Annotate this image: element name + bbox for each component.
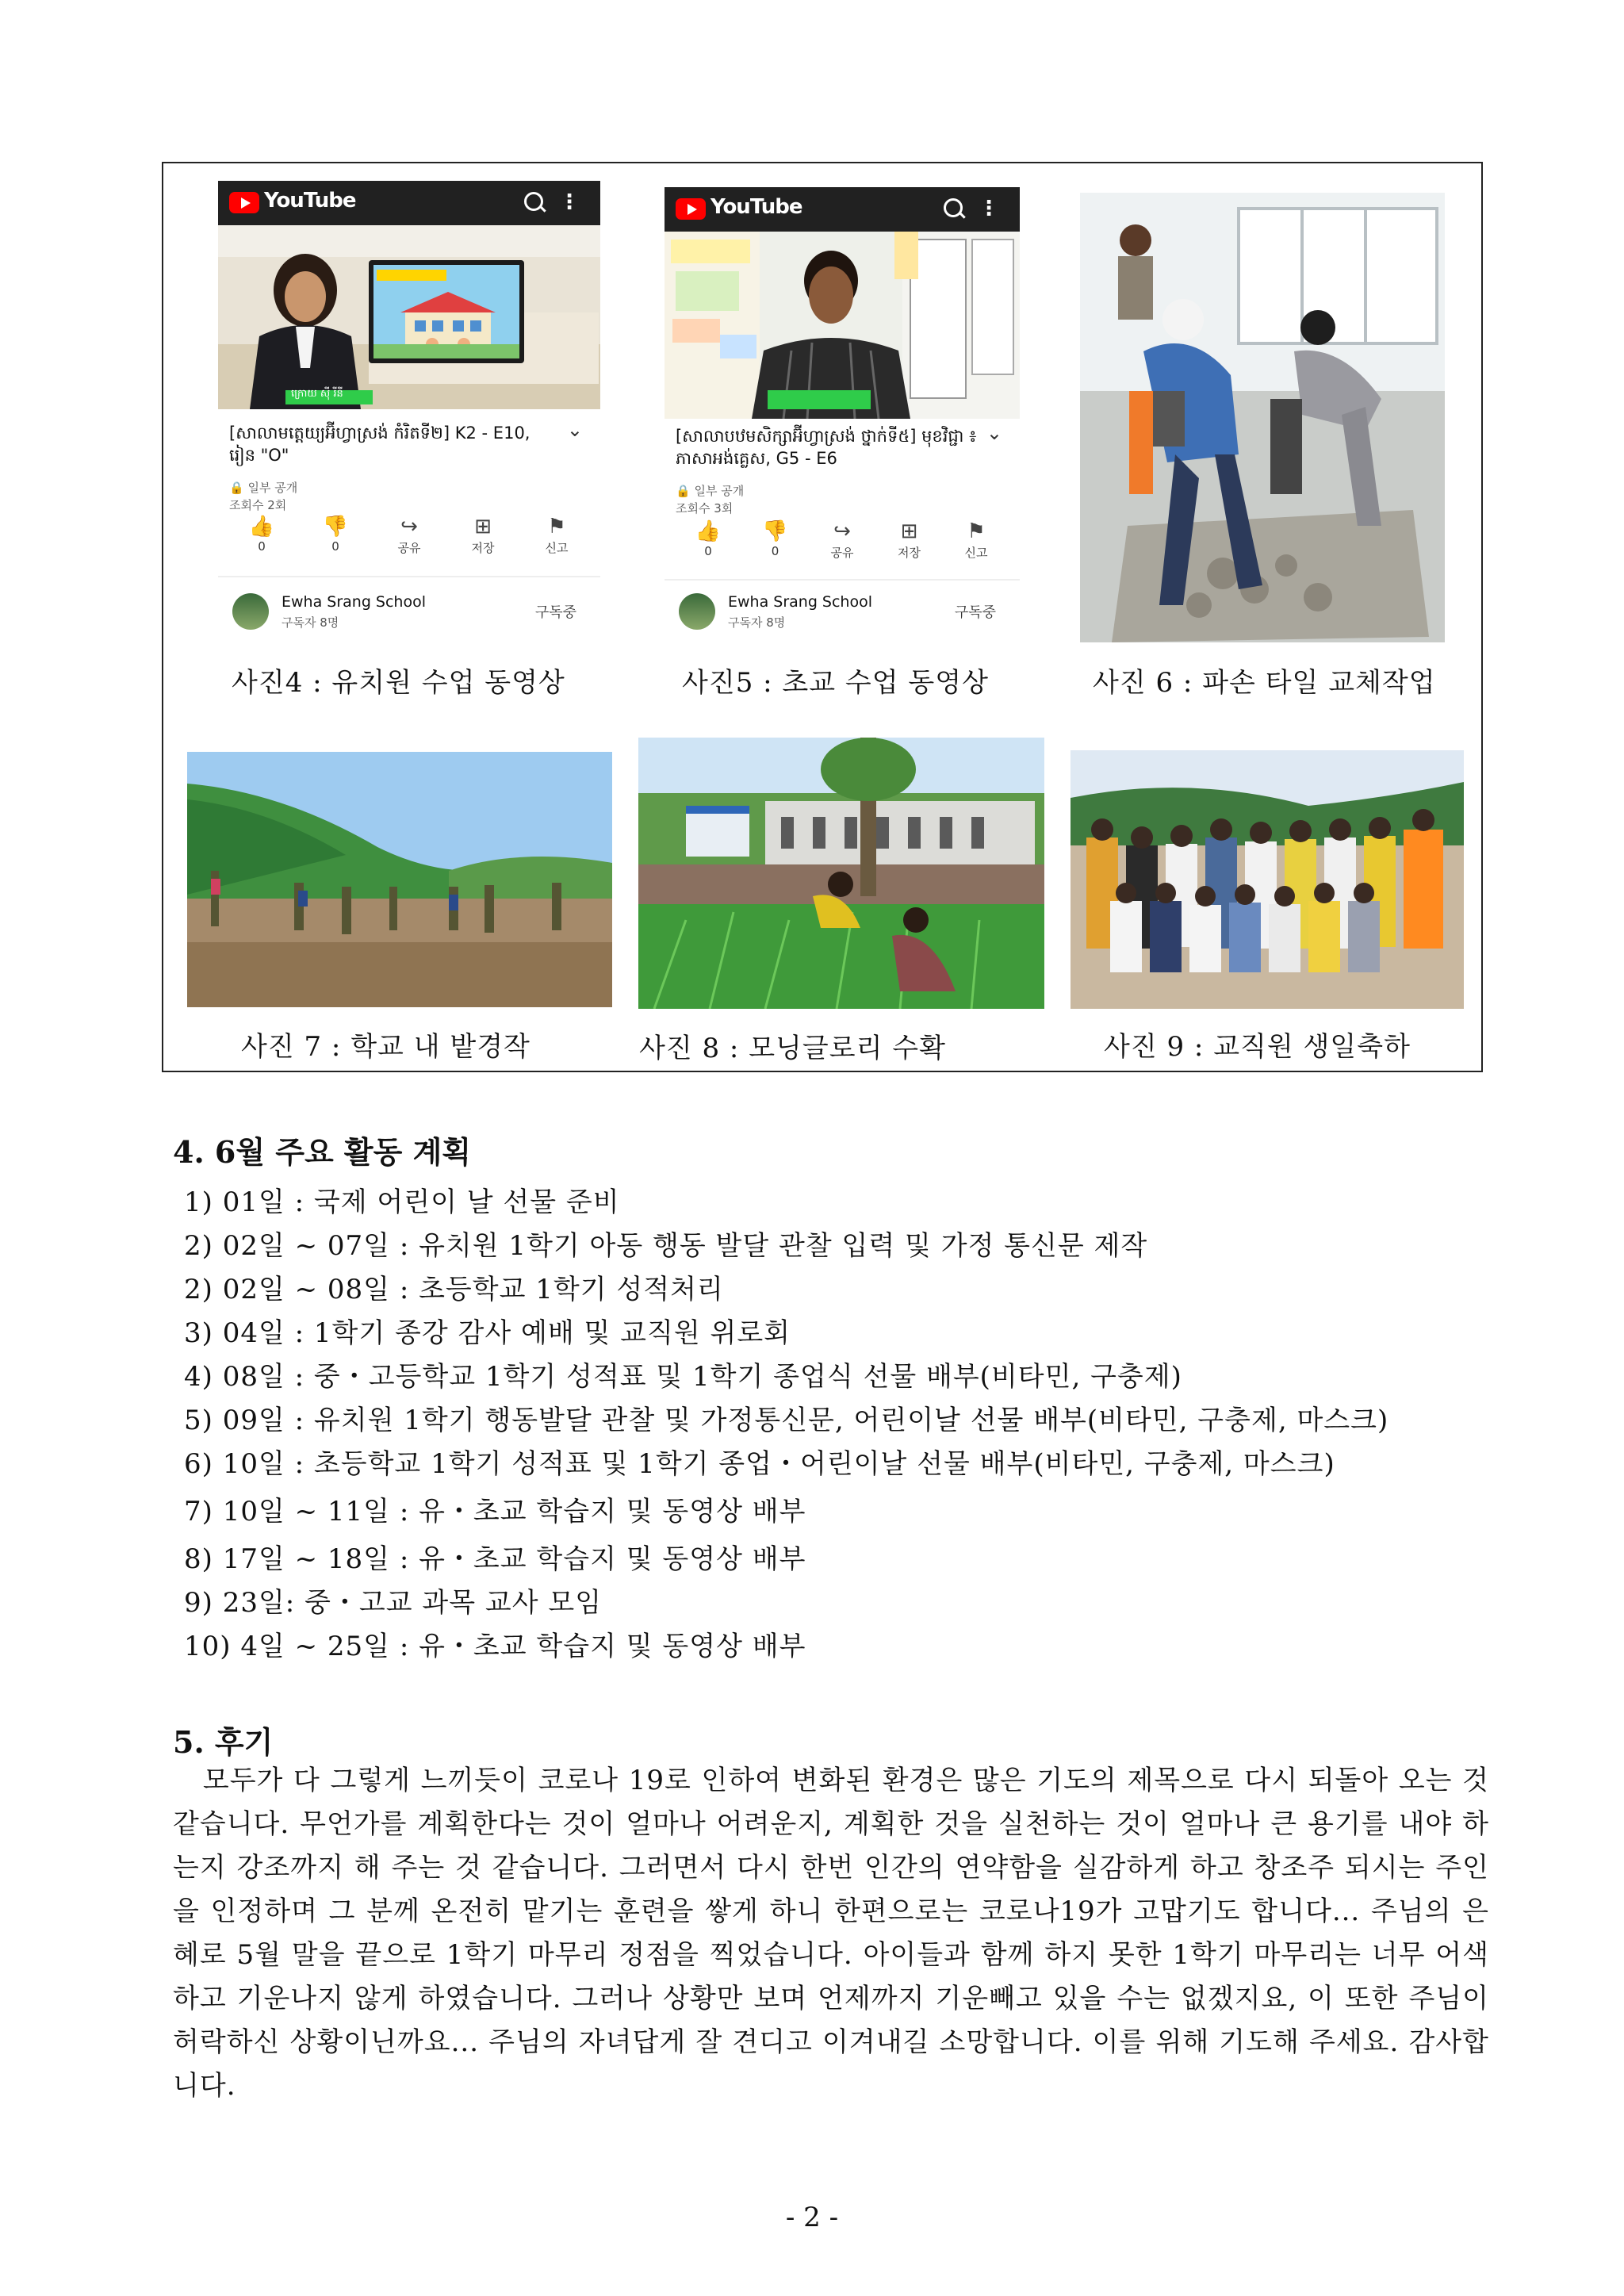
youtube-screenshot-elementary <box>665 187 1020 642</box>
like-count: 0 <box>704 544 712 558</box>
save-icon: ⊞ <box>900 519 918 543</box>
share-icon: ↪ <box>400 515 418 539</box>
photo-tile-replacement-image <box>1080 193 1445 642</box>
subscriber-count: 구독자 8명 <box>282 615 339 630</box>
plan-item-8: 7) 10일 ~ 11일 : 유・초교 학습지 및 동영상 배부 <box>184 1496 806 1527</box>
save-button[interactable] <box>455 514 511 562</box>
share-icon: ↪ <box>833 519 851 543</box>
photo-morning-glory-harvest-image <box>638 738 1044 1009</box>
photo-staff-birthday <box>1071 750 1464 1009</box>
photo-morning-glory-harvest <box>638 738 1044 1009</box>
share-label: 공유 <box>397 541 421 555</box>
search-icon[interactable] <box>944 198 963 217</box>
channel-name[interactable]: Ewha Srang School <box>728 593 873 611</box>
caption-photo-5: 사진5 : 초교 수업 동영상 <box>682 667 989 699</box>
photo-tile-replacement <box>1080 193 1445 642</box>
share-button[interactable] <box>814 519 870 566</box>
dislike-count: 0 <box>771 544 779 558</box>
lock-icon: 🔒 <box>229 481 244 495</box>
privacy-label <box>676 482 744 499</box>
section-4-heading: 4. 6월 주요 활동 계획 <box>173 1134 471 1170</box>
caption-photo-6: 사진 6 : 파손 타일 교체작업 <box>1093 667 1436 699</box>
photo-field-cultivation <box>187 752 612 1007</box>
youtube-brand: YouTube <box>264 189 356 213</box>
dislike-button[interactable] <box>748 519 803 566</box>
flag-icon: ⚑ <box>547 515 566 539</box>
youtube-top-bar <box>665 187 1020 232</box>
subscriber-count: 구독자 8명 <box>728 615 786 630</box>
report-label: 신고 <box>964 546 988 560</box>
view-count: 조회수 3회 <box>676 501 733 516</box>
caption-photo-8: 사진 8 : 모닝글로리 수확 <box>639 1033 946 1064</box>
channel-avatar[interactable] <box>232 593 269 630</box>
thumbs-down-icon: 👎 <box>322 515 349 539</box>
privacy-text: 일부 공개 <box>247 481 298 495</box>
channel-avatar[interactable] <box>679 593 715 630</box>
section-5-heading: 5. 후기 <box>173 1724 274 1760</box>
dislike-count: 0 <box>331 539 339 554</box>
plan-item-4: 3) 04일 : 1학기 종강 감사 예배 및 교직원 위로회 <box>184 1317 791 1349</box>
save-button[interactable] <box>882 519 937 566</box>
share-label: 공유 <box>830 546 854 560</box>
video-frame-image <box>665 232 1020 419</box>
review-paragraph: 모두가 다 그렇게 느끼듯이 코로나 19로 인하여 변화된 환경은 많은 기도의 제목으로 다시 되돌아 오는 것 같습니다. 무언가를 계획한다는 것이 얼마나 어려운지, 계획한 것을 실천하는 것이 얼마나 큰 용기를 내야 하는지 강조까지 해 주는 것 같습니다. 그러면서 다시 한번 인간의 연약함을 실감하게 하고 창조주 되시는 주인을 인정하며 그 분께 온전히 맡기는 훈련을 쌓게 하니 한편으로는 코로나19가 고맙기도 합니다... 주님의 은혜로 5월 말을 끝으로 1학기 마무리 정점을 찍었습니다. 아이들과 함께 하지 못한 1학기 마무리는 너무 어색하고 기운나지 않게 하였습니다. 그러나 상황만 보며 언제까지 기운빼고 있을 수는 없겠지요, 이 또한 주님이 허락하신 상황이닌까요... 주님의 자녀답게 잘 견디고 이겨내길 소망합니다. 이를 위해 기도해 주세요. 감사합니다. <box>173 1765 1499 2102</box>
video-frame-image <box>218 225 600 409</box>
plan-item-11: 10) 4일 ~ 25일 : 유・초교 학습지 및 동영상 배부 <box>184 1631 806 1662</box>
youtube-logo-icon <box>676 198 706 220</box>
view-count: 조회수 2회 <box>229 498 287 512</box>
plan-item-3: 2) 02일 ~ 08일 : 초등학교 1학기 성적처리 <box>184 1274 724 1305</box>
dislike-button[interactable] <box>308 514 363 562</box>
video-title: [សាលាមត្តេយ្យអ៊ីហ្វាស្រង់ កំរិតទី២] K2 - E10, រៀន "O" <box>229 424 530 465</box>
subscribe-button[interactable]: 구독중 <box>954 604 996 621</box>
plan-item-7: 6) 10일 : 초등학교 1학기 성적표 및 1학기 종업・어린이날 선물 배부(비타민, 구충제, 마스크) <box>184 1448 1335 1480</box>
like-count: 0 <box>258 539 266 554</box>
video-frame[interactable] <box>218 225 600 409</box>
chevron-down-icon[interactable]: ⌄ <box>986 422 1002 444</box>
caption-photo-7: 사진 7 : 학교 내 밭경작 <box>241 1031 530 1063</box>
more-icon[interactable]: ⋮ <box>979 197 999 220</box>
video-frame[interactable] <box>665 232 1020 419</box>
plan-item-10: 9) 23일: 중・고교 과목 교사 모임 <box>184 1587 603 1619</box>
youtube-logo-icon <box>229 192 259 213</box>
privacy-text: 일부 공개 <box>694 484 745 498</box>
save-icon: ⊞ <box>474 515 492 539</box>
plan-item-2: 2) 02일 ~ 07일 : 유치원 1학기 아동 행동 발달 관찰 입력 및 가정 통신문 제작 <box>184 1230 1148 1262</box>
search-icon[interactable] <box>524 192 543 211</box>
thumbs-up-icon: 👍 <box>695 519 722 543</box>
chevron-down-icon[interactable]: ⌄ <box>566 419 583 441</box>
page-number: - 2 - <box>785 2202 839 2233</box>
action-row <box>680 519 1004 566</box>
report-button[interactable] <box>948 519 1004 566</box>
youtube-screenshot-kindergarten <box>218 181 600 642</box>
report-label: 신고 <box>545 541 569 555</box>
privacy-label <box>229 479 297 496</box>
plan-item-1: 1) 01일 : 국제 어린이 날 선물 준비 <box>184 1186 620 1218</box>
plan-item-5: 4) 08일 : 중・고등학교 1학기 성적표 및 1학기 종업식 선물 배부(비타민, 구충제) <box>184 1361 1182 1393</box>
divider <box>665 579 1020 581</box>
video-title: [សាលាបឋមសិក្សាអ៊ីហ្វាស្រង់ ថ្នាក់ទី៥] មុខវិជ្ជា ៖ ភាសាអង់គ្លេស, G5 - E6 <box>676 427 977 468</box>
channel-name[interactable]: Ewha Srang School <box>282 593 427 611</box>
like-button[interactable] <box>234 514 289 562</box>
video-name-tag: ក្រោយ ស៊ី រីនី <box>291 388 343 400</box>
divider <box>218 576 600 577</box>
photo-field-cultivation-image <box>187 752 612 1007</box>
plan-item-6: 5) 09일 : 유치원 1학기 행동발달 관찰 및 가정통신문, 어린이날 선물 배부(비타민, 구충제, 마스크) <box>184 1405 1389 1436</box>
subscribe-button[interactable]: 구독중 <box>534 604 576 621</box>
like-button[interactable] <box>680 519 736 566</box>
plan-item-9: 8) 17일 ~ 18일 : 유・초교 학습지 및 동영상 배부 <box>184 1543 806 1575</box>
action-row <box>234 514 584 562</box>
thumbs-down-icon: 👎 <box>762 519 788 543</box>
more-icon[interactable]: ⋮ <box>559 190 580 214</box>
save-label: 저장 <box>898 546 921 560</box>
caption-photo-4: 사진4 : 유치원 수업 동영상 <box>232 667 565 699</box>
share-button[interactable] <box>381 514 437 562</box>
lock-icon: 🔒 <box>676 484 691 498</box>
flag-icon: ⚑ <box>967 519 986 543</box>
thumbs-up-icon: 👍 <box>248 515 275 539</box>
youtube-brand: YouTube <box>710 195 802 219</box>
caption-photo-9: 사진 9 : 교직원 생일축하 <box>1104 1031 1411 1063</box>
report-button[interactable] <box>529 514 584 562</box>
youtube-top-bar <box>218 181 600 225</box>
photo-staff-birthday-image <box>1071 750 1464 1009</box>
save-label: 저장 <box>471 541 495 555</box>
